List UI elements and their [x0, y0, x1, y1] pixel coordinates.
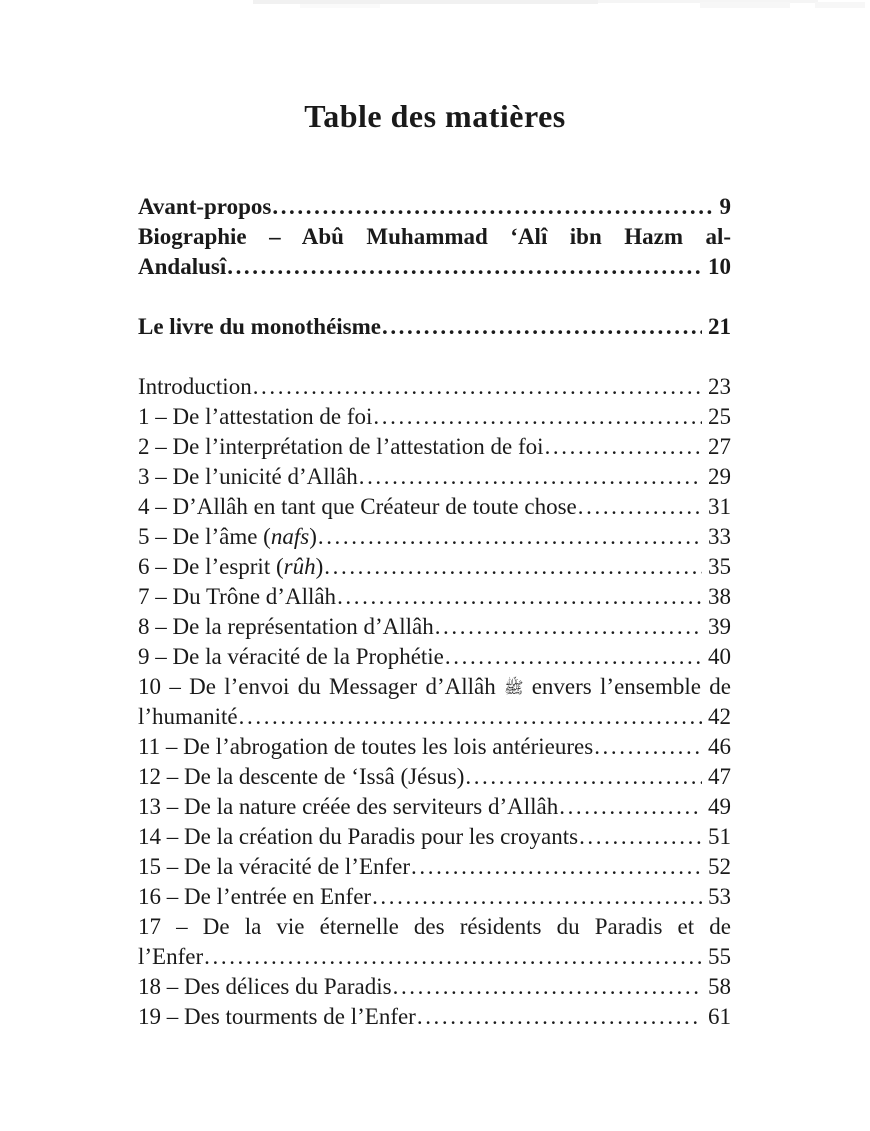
text-segment: ) — [315, 554, 324, 579]
toc-entry-text — [138, 582, 336, 612]
toc-entry — [138, 762, 731, 792]
toc-entry-text — [138, 462, 358, 492]
toc-entry-line — [138, 882, 731, 912]
text-segment: 6 – De l’esprit ( — [138, 554, 284, 579]
dot-leader — [545, 432, 702, 462]
dot-leader — [372, 882, 702, 912]
toc-entry — [138, 642, 731, 672]
toc-entry-text — [138, 612, 434, 642]
page-number: 27 — [708, 434, 731, 459]
toc-entry-text — [138, 972, 392, 1002]
toc-entry-line — [138, 672, 731, 702]
toc-entry-line — [138, 252, 731, 282]
toc-entry-line — [138, 732, 731, 762]
toc-entry-line — [138, 582, 731, 612]
toc-entry-text — [138, 492, 577, 522]
text-segment: 19 – Des tourments de l’Enfer — [138, 1004, 416, 1029]
toc-entry-line — [138, 972, 731, 1002]
toc-entry — [138, 402, 731, 432]
toc-entry-line — [138, 942, 731, 972]
toc-entry — [138, 432, 731, 462]
toc-entry-text — [138, 432, 544, 462]
dot-leader — [337, 582, 702, 612]
dot-leader — [382, 312, 702, 342]
toc-entry — [138, 522, 731, 552]
dot-leader — [465, 762, 702, 792]
toc-entry — [138, 372, 731, 402]
toc-entry — [138, 732, 731, 762]
toc-spacer — [138, 342, 731, 372]
page-number: 33 — [708, 524, 731, 549]
dot-leader — [227, 252, 702, 282]
toc-entry-line — [138, 192, 731, 222]
dot-leader — [445, 642, 702, 672]
toc-entry — [138, 192, 731, 222]
toc-entry-text — [138, 224, 731, 249]
toc-entry-text — [138, 792, 558, 822]
dot-leader — [393, 972, 702, 1002]
text-segment: 18 – Des délices du Paradis — [138, 974, 392, 999]
page-number: 29 — [708, 464, 731, 489]
text-segment: 16 – De l’entrée en Enfer — [138, 884, 372, 909]
toc-entry-line — [138, 402, 731, 432]
dot-leader — [578, 492, 702, 522]
dot-leader — [417, 1002, 702, 1032]
table-of-contents — [0, 192, 870, 1032]
text-segment: envers l’ensemble de — [523, 674, 731, 699]
toc-entry-text — [138, 192, 271, 222]
toc-entry-text — [138, 522, 317, 552]
toc-entry — [138, 822, 731, 852]
page-number: 9 — [719, 194, 731, 219]
text-segment: 9 – De la véracité de la Prophétie — [138, 644, 444, 669]
toc-entry-text — [138, 702, 238, 732]
toc-entry-text — [138, 674, 731, 699]
toc-entry — [138, 1002, 731, 1032]
text-segment: 1 – De l’attestation de foi — [138, 404, 373, 429]
toc-entry-text — [138, 642, 444, 672]
toc-entry-text — [138, 882, 371, 912]
text-segment: Introduction — [138, 374, 252, 399]
text-segment: 11 – De l’abrogation de toutes les lois antérieures — [138, 734, 594, 759]
toc-entry-line — [138, 222, 731, 252]
toc-entry-line — [138, 372, 731, 402]
italic-term: nafs — [270, 524, 310, 549]
page-number: 61 — [708, 1004, 731, 1029]
dot-leader — [559, 792, 702, 822]
toc-entry-line — [138, 912, 731, 942]
dot-leader — [239, 702, 702, 732]
text-segment: Biographie – Abû Muhammad ‘Alî ibn Hazm al- — [138, 224, 731, 249]
toc-entry-line — [138, 612, 731, 642]
text-segment: 13 – De la nature créée des serviteurs d’Allâh — [138, 794, 559, 819]
page-number: 47 — [708, 764, 731, 789]
toc-entry-line — [138, 462, 731, 492]
page-number: 51 — [708, 824, 731, 849]
toc-entry-line — [138, 792, 731, 822]
toc-entry — [138, 612, 731, 642]
toc-entry-line — [138, 852, 731, 882]
scan-artifact — [700, 2, 790, 8]
toc-entry-text — [138, 822, 578, 852]
page-number: 38 — [708, 584, 731, 609]
toc-entry-line — [138, 1002, 731, 1032]
page-number: 10 — [708, 254, 731, 279]
scan-artifact — [815, 2, 865, 8]
toc-entry-line — [138, 492, 731, 522]
page-number: 46 — [708, 734, 731, 759]
text-segment: Le livre du monothéisme — [138, 314, 381, 339]
toc-entry — [138, 792, 731, 822]
page-number: 40 — [708, 644, 731, 669]
page-number: 55 — [708, 944, 731, 969]
toc-entry — [138, 852, 731, 882]
text-segment: 7 – Du Trône d’Allâh — [138, 584, 337, 609]
dot-leader — [411, 852, 702, 882]
text-segment: 14 – De la création du Paradis pour les croyants — [138, 824, 579, 849]
page-number: 35 — [708, 554, 731, 579]
toc-entry — [138, 222, 731, 282]
toc-entry-text — [138, 914, 731, 939]
dot-leader — [359, 462, 702, 492]
dot-leader — [272, 192, 713, 222]
page-number: 52 — [708, 854, 731, 879]
text-segment: ) — [309, 524, 317, 549]
page-number: 39 — [708, 614, 731, 639]
text-segment: Avant-propos — [138, 194, 272, 219]
toc-entry-text — [138, 762, 464, 792]
toc-entry — [138, 672, 731, 732]
toc-entry — [138, 552, 731, 582]
page-number: 25 — [708, 404, 731, 429]
toc-entry-line — [138, 552, 731, 582]
page-number: 21 — [708, 314, 731, 339]
text-segment: 5 – De l’âme ( — [138, 524, 271, 549]
toc-entry-line — [138, 312, 731, 342]
italic-term: rûh — [283, 554, 316, 579]
text-segment: 10 – De l’envoi du Messager d’Allâh — [138, 674, 505, 699]
page-number: 23 — [708, 374, 731, 399]
toc-entry — [138, 972, 731, 1002]
toc-entry-text — [138, 372, 252, 402]
toc-entry — [138, 492, 731, 522]
toc-entry-text — [138, 1002, 416, 1032]
dot-leader — [253, 372, 702, 402]
toc-entry-text — [138, 312, 381, 342]
toc-entry-line — [138, 432, 731, 462]
toc-entry-text — [138, 252, 226, 282]
toc-entry — [138, 462, 731, 492]
toc-entry-line — [138, 642, 731, 672]
toc-entry — [138, 882, 731, 912]
toc-entry-text — [138, 852, 410, 882]
text-segment: 2 – De l’interprétation de l’attestation de foi — [138, 434, 544, 459]
page-title: Table des matières — [304, 98, 566, 134]
toc-entry — [138, 582, 731, 612]
dot-leader — [594, 732, 702, 762]
toc-entry-line — [138, 702, 731, 732]
salawat-honorific-symbol: ﷺ — [504, 680, 524, 697]
text-segment: 12 – De la descente de ‘Issâ (Jésus) — [138, 764, 465, 789]
toc-entry-line — [138, 822, 731, 852]
toc-entry-line — [138, 522, 731, 552]
text-segment: Andalusî — [138, 254, 227, 279]
page-number: 58 — [708, 974, 731, 999]
text-segment: l’Enfer — [138, 944, 204, 969]
scan-artifact — [300, 4, 380, 8]
dot-leader — [373, 402, 702, 432]
toc-spacer — [138, 282, 731, 312]
dot-leader — [579, 822, 702, 852]
toc-entry-text — [138, 942, 203, 972]
dot-leader — [204, 942, 702, 972]
toc-entry-text — [138, 552, 323, 582]
text-segment: 15 – De la véracité de l’Enfer — [138, 854, 411, 879]
dot-leader — [318, 522, 702, 552]
toc-entry-text — [138, 732, 593, 762]
page-number: 42 — [708, 704, 731, 729]
page-number: 49 — [708, 794, 731, 819]
text-segment: 17 – De la vie éternelle des résidents du Paradis et de — [138, 914, 731, 939]
dot-leader — [324, 552, 702, 582]
text-segment: 3 – De l’unicité d’Allâh — [138, 464, 358, 489]
page-number: 31 — [708, 494, 731, 519]
scan-artifact-strip — [0, 0, 870, 14]
toc-entry-text — [138, 402, 372, 432]
text-segment: 4 – D’Allâh en tant que Créateur de toute chose — [138, 494, 577, 519]
toc-entry-line — [138, 762, 731, 792]
text-segment: 8 – De la représentation d’Allâh — [138, 614, 434, 639]
dot-leader — [435, 612, 702, 642]
toc-entry — [138, 912, 731, 972]
page-number: 53 — [708, 884, 731, 909]
toc-entry — [138, 312, 731, 342]
text-segment: l’humanité — [138, 704, 238, 729]
